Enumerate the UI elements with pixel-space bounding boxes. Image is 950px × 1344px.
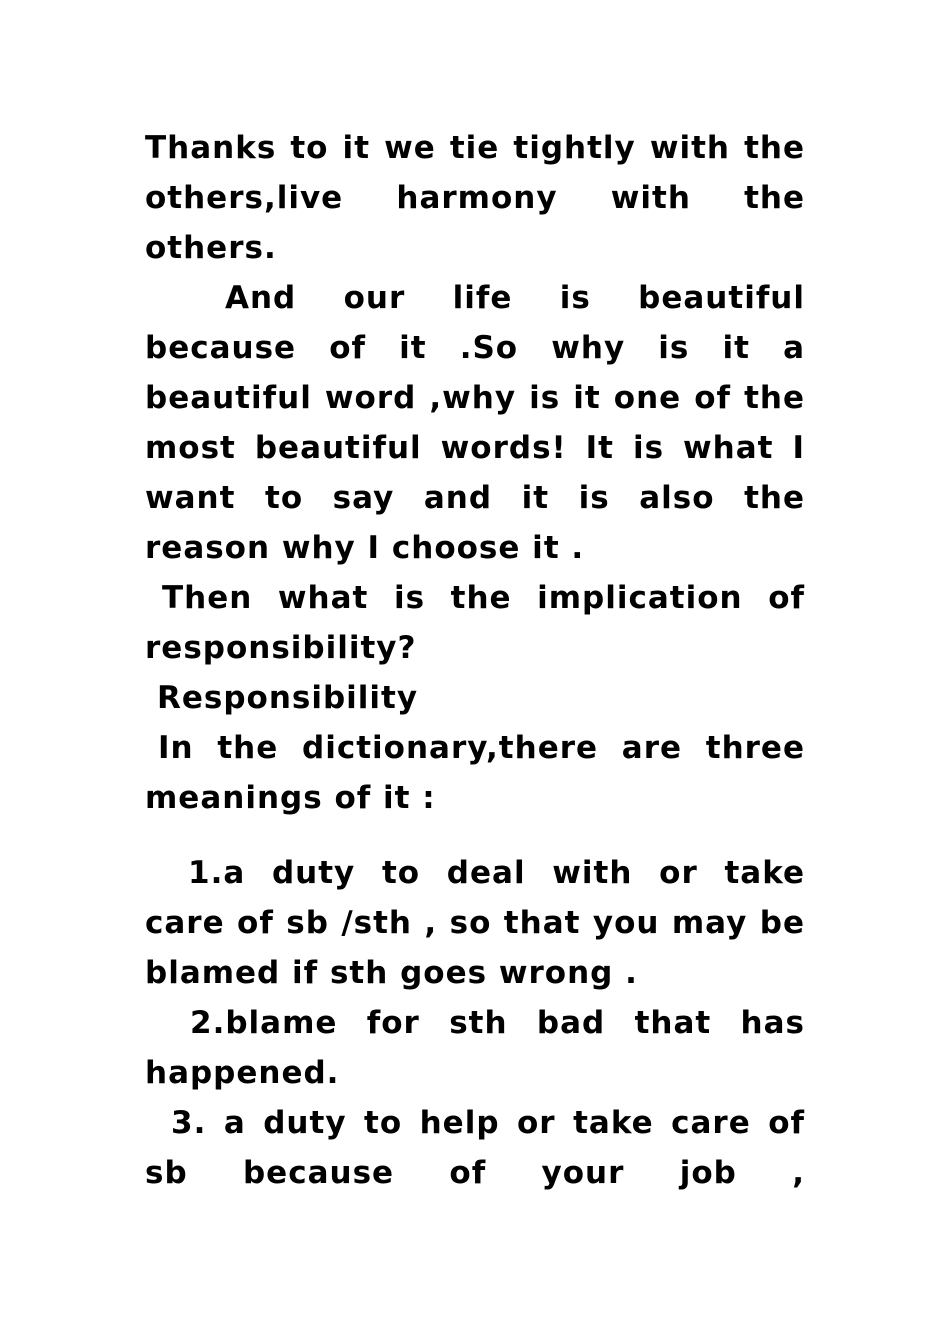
paragraph-thanks: Thanks to it we tie tightly with the others,live harmony with the others. — [145, 130, 805, 266]
paragraph-dictionary-intro: In the dictionary,there are three meanings of it : — [145, 730, 805, 816]
paragraph-implication-question: Then what is the implication of responsibility? — [145, 580, 805, 666]
list-item-meaning-3: 3. a duty to help or take care of sb because of your job , — [145, 1105, 805, 1191]
list-item-meaning-1: 1.a duty to deal with or take care of sb /sth , so that you may be blamed if sth goes wrong . — [145, 855, 805, 991]
document-page — [145, 123, 805, 1198]
paragraph-beautiful-life: And our life is beautiful because of it .So why is it a beautiful word ,why is it one of the most beautiful words! It is what I want to say and it is also the reason why I choose it . — [145, 280, 805, 566]
list-item-meaning-2: 2.blame for sth bad that has happened. — [145, 1005, 805, 1091]
heading-responsibility: Responsibility — [157, 680, 419, 716]
